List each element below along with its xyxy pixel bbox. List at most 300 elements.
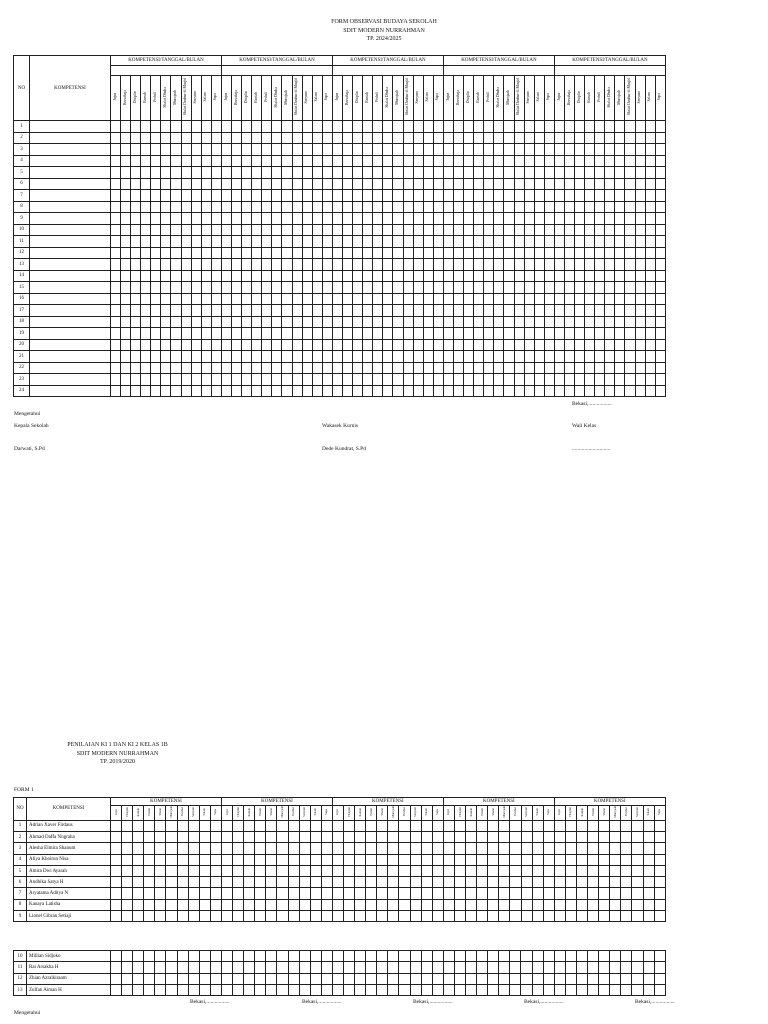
score-cell[interactable] [188,820,199,831]
score-cell[interactable] [332,865,343,876]
score-cell[interactable] [605,178,615,190]
score-cell[interactable] [383,259,393,271]
score-cell[interactable] [373,213,383,225]
score-cell[interactable] [302,282,312,294]
score-cell[interactable] [332,351,342,363]
score-cell[interactable] [565,282,575,294]
score-cell[interactable] [221,201,231,213]
score-cell[interactable] [233,962,244,973]
score-cell[interactable] [477,984,488,995]
score-cell[interactable] [310,877,321,888]
score-cell[interactable] [534,213,544,225]
score-cell[interactable] [344,854,355,865]
score-cell[interactable] [155,843,166,854]
score-cell[interactable] [575,144,585,156]
score-cell[interactable] [181,247,191,259]
score-cell[interactable] [433,305,443,317]
score-cell[interactable] [221,293,231,305]
score-cell[interactable] [403,190,413,202]
score-cell[interactable] [514,339,524,351]
score-cell[interactable] [131,339,141,351]
score-cell[interactable] [232,362,242,374]
score-cell[interactable] [621,888,632,899]
score-cell[interactable] [393,293,403,305]
score-cell[interactable] [161,167,171,179]
score-cell[interactable] [433,190,443,202]
score-cell[interactable] [242,328,252,340]
score-cell[interactable] [181,316,191,328]
score-cell[interactable] [521,984,532,995]
score-cell[interactable] [366,820,377,831]
score-cell[interactable] [373,305,383,317]
score-cell[interactable] [272,121,282,133]
score-cell[interactable] [210,973,221,984]
score-cell[interactable] [477,962,488,973]
score-cell[interactable] [221,820,232,831]
score-cell[interactable] [504,385,514,397]
score-cell[interactable] [605,167,615,179]
score-cell[interactable] [171,121,181,133]
score-cell[interactable] [133,984,144,995]
score-cell[interactable] [161,339,171,351]
score-cell[interactable] [585,201,595,213]
score-cell[interactable] [585,236,595,248]
score-cell[interactable] [292,247,302,259]
score-cell[interactable] [494,293,504,305]
score-cell[interactable] [632,877,643,888]
score-cell[interactable] [423,362,433,374]
score-cell[interactable] [211,316,221,328]
score-cell[interactable] [141,328,151,340]
score-cell[interactable] [252,385,262,397]
score-cell[interactable] [166,865,177,876]
score-cell[interactable] [133,899,144,910]
score-cell[interactable] [355,951,366,962]
score-cell[interactable] [221,984,232,995]
score-cell[interactable] [282,178,292,190]
score-cell[interactable] [171,247,181,259]
score-cell[interactable] [161,144,171,156]
score-cell[interactable] [255,888,266,899]
score-cell[interactable] [144,820,155,831]
score-cell[interactable] [302,259,312,271]
score-cell[interactable] [111,831,122,842]
score-cell[interactable] [484,316,494,328]
score-cell[interactable] [141,293,151,305]
score-cell[interactable] [464,190,474,202]
score-cell[interactable] [499,854,510,865]
score-cell[interactable] [484,247,494,259]
score-cell[interactable] [122,973,133,984]
score-cell[interactable] [191,305,201,317]
score-cell[interactable] [494,132,504,144]
score-cell[interactable] [111,984,122,995]
score-cell[interactable] [576,962,587,973]
score-cell[interactable] [121,121,131,133]
score-cell[interactable] [393,259,403,271]
score-cell[interactable] [403,155,413,167]
score-cell[interactable] [454,259,464,271]
score-cell[interactable] [554,984,565,995]
score-cell[interactable] [332,178,342,190]
score-cell[interactable] [302,270,312,282]
score-cell[interactable] [645,339,655,351]
score-cell[interactable] [282,385,292,397]
score-cell[interactable] [464,259,474,271]
score-cell[interactable] [299,865,310,876]
score-cell[interactable] [141,167,151,179]
score-cell[interactable] [403,201,413,213]
score-cell[interactable] [321,854,332,865]
score-cell[interactable] [643,820,654,831]
score-cell[interactable] [575,339,585,351]
score-cell[interactable] [410,888,421,899]
competency-cell[interactable] [30,144,111,156]
score-cell[interactable] [201,305,211,317]
score-cell[interactable] [272,328,282,340]
score-cell[interactable] [344,899,355,910]
score-cell[interactable] [575,213,585,225]
score-cell[interactable] [484,224,494,236]
score-cell[interactable] [605,328,615,340]
score-cell[interactable] [211,339,221,351]
score-cell[interactable] [595,351,605,363]
score-cell[interactable] [577,843,588,854]
score-cell[interactable] [484,144,494,156]
score-cell[interactable] [534,293,544,305]
score-cell[interactable] [322,374,332,386]
score-cell[interactable] [588,877,599,888]
score-cell[interactable] [288,951,299,962]
score-cell[interactable] [433,247,443,259]
score-cell[interactable] [255,865,266,876]
score-cell[interactable] [244,973,255,984]
score-cell[interactable] [510,962,521,973]
score-cell[interactable] [252,236,262,248]
score-cell[interactable] [272,316,282,328]
score-cell[interactable] [454,843,465,854]
score-cell[interactable] [393,247,403,259]
score-cell[interactable] [565,213,575,225]
score-cell[interactable] [232,316,242,328]
score-cell[interactable] [433,259,443,271]
score-cell[interactable] [410,984,421,995]
score-cell[interactable] [232,339,242,351]
score-cell[interactable] [373,190,383,202]
score-cell[interactable] [343,247,353,259]
score-cell[interactable] [510,854,521,865]
score-cell[interactable] [191,190,201,202]
score-cell[interactable] [488,831,499,842]
score-cell[interactable] [363,247,373,259]
score-cell[interactable] [161,328,171,340]
score-cell[interactable] [122,820,133,831]
score-cell[interactable] [524,259,534,271]
score-cell[interactable] [211,236,221,248]
score-cell[interactable] [585,178,595,190]
score-cell[interactable] [645,362,655,374]
score-cell[interactable] [201,190,211,202]
score-cell[interactable] [221,155,231,167]
score-cell[interactable] [373,201,383,213]
score-cell[interactable] [534,190,544,202]
score-cell[interactable] [383,190,393,202]
score-cell[interactable] [151,270,161,282]
score-cell[interactable] [645,155,655,167]
score-cell[interactable] [363,236,373,248]
score-cell[interactable] [443,854,454,865]
score-cell[interactable] [565,270,575,282]
score-cell[interactable] [532,951,543,962]
score-cell[interactable] [443,962,454,973]
score-cell[interactable] [377,984,388,995]
score-cell[interactable] [625,328,635,340]
score-cell[interactable] [499,951,510,962]
score-cell[interactable] [534,144,544,156]
score-cell[interactable] [585,316,595,328]
score-cell[interactable] [423,328,433,340]
score-cell[interactable] [321,984,332,995]
score-cell[interactable] [272,190,282,202]
score-cell[interactable] [635,259,645,271]
score-cell[interactable] [514,293,524,305]
score-cell[interactable] [221,973,232,984]
score-cell[interactable] [373,247,383,259]
score-cell[interactable] [210,951,221,962]
score-cell[interactable] [504,144,514,156]
score-cell[interactable] [188,962,199,973]
score-cell[interactable] [565,259,575,271]
score-cell[interactable] [242,201,252,213]
score-cell[interactable] [575,259,585,271]
score-cell[interactable] [177,899,188,910]
score-cell[interactable] [605,201,615,213]
score-cell[interactable] [565,328,575,340]
score-cell[interactable] [282,236,292,248]
score-cell[interactable] [484,385,494,397]
score-cell[interactable] [161,293,171,305]
score-cell[interactable] [299,911,310,922]
score-cell[interactable] [363,293,373,305]
score-cell[interactable] [393,213,403,225]
score-cell[interactable] [373,385,383,397]
score-cell[interactable] [443,305,453,317]
score-cell[interactable] [151,224,161,236]
score-cell[interactable] [282,316,292,328]
score-cell[interactable] [635,178,645,190]
score-cell[interactable] [232,328,242,340]
score-cell[interactable] [565,293,575,305]
score-cell[interactable] [141,259,151,271]
score-cell[interactable] [255,962,266,973]
score-cell[interactable] [605,190,615,202]
score-cell[interactable] [454,962,465,973]
score-cell[interactable] [221,374,231,386]
score-cell[interactable] [355,984,366,995]
score-cell[interactable] [635,247,645,259]
score-cell[interactable] [332,259,342,271]
score-cell[interactable] [645,201,655,213]
score-cell[interactable] [615,259,625,271]
score-cell[interactable] [363,167,373,179]
score-cell[interactable] [211,282,221,294]
score-cell[interactable] [565,362,575,374]
score-cell[interactable] [343,213,353,225]
score-cell[interactable] [177,888,188,899]
score-cell[interactable] [565,339,575,351]
score-cell[interactable] [252,190,262,202]
score-cell[interactable] [161,282,171,294]
score-cell[interactable] [201,282,211,294]
score-cell[interactable] [262,247,272,259]
score-cell[interactable] [383,339,393,351]
score-cell[interactable] [488,843,499,854]
score-cell[interactable] [177,962,188,973]
score-cell[interactable] [421,899,432,910]
score-cell[interactable] [252,178,262,190]
score-cell[interactable] [554,270,564,282]
score-cell[interactable] [242,305,252,317]
score-cell[interactable] [252,362,262,374]
score-cell[interactable] [388,973,399,984]
score-cell[interactable] [211,259,221,271]
score-cell[interactable] [477,911,488,922]
score-cell[interactable] [532,820,543,831]
score-cell[interactable] [262,155,272,167]
score-cell[interactable] [302,247,312,259]
score-cell[interactable] [377,854,388,865]
score-cell[interactable] [210,888,221,899]
score-cell[interactable] [454,293,464,305]
score-cell[interactable] [477,831,488,842]
score-cell[interactable] [191,132,201,144]
score-cell[interactable] [504,247,514,259]
score-cell[interactable] [466,854,477,865]
score-cell[interactable] [565,843,576,854]
score-cell[interactable] [454,132,464,144]
score-cell[interactable] [221,247,231,259]
score-cell[interactable] [321,820,332,831]
score-cell[interactable] [454,362,464,374]
score-cell[interactable] [464,385,474,397]
score-cell[interactable] [171,305,181,317]
score-cell[interactable] [585,374,595,386]
score-cell[interactable] [282,328,292,340]
score-cell[interactable] [262,121,272,133]
score-cell[interactable] [332,973,343,984]
score-cell[interactable] [432,865,443,876]
score-cell[interactable] [355,877,366,888]
score-cell[interactable] [585,339,595,351]
score-cell[interactable] [615,121,625,133]
score-cell[interactable] [181,190,191,202]
score-cell[interactable] [388,962,399,973]
score-cell[interactable] [131,144,141,156]
score-cell[interactable] [625,121,635,133]
score-cell[interactable] [252,155,262,167]
score-cell[interactable] [466,843,477,854]
competency-cell[interactable] [30,132,111,144]
score-cell[interactable] [595,167,605,179]
score-cell[interactable] [410,973,421,984]
score-cell[interactable] [484,374,494,386]
score-cell[interactable] [577,911,588,922]
score-cell[interactable] [255,899,266,910]
score-cell[interactable] [605,236,615,248]
score-cell[interactable] [635,293,645,305]
score-cell[interactable] [514,305,524,317]
score-cell[interactable] [454,316,464,328]
score-cell[interactable] [242,293,252,305]
score-cell[interactable] [282,144,292,156]
score-cell[interactable] [474,385,484,397]
score-cell[interactable] [655,270,665,282]
score-cell[interactable] [577,865,588,876]
score-cell[interactable] [321,888,332,899]
score-cell[interactable] [151,328,161,340]
score-cell[interactable] [332,282,342,294]
score-cell[interactable] [454,911,465,922]
score-cell[interactable] [524,374,534,386]
score-cell[interactable] [188,911,199,922]
score-cell[interactable] [499,877,510,888]
score-cell[interactable] [621,865,632,876]
score-cell[interactable] [625,201,635,213]
score-cell[interactable] [534,351,544,363]
score-cell[interactable] [393,201,403,213]
score-cell[interactable] [514,270,524,282]
score-cell[interactable] [377,843,388,854]
score-cell[interactable] [554,121,564,133]
score-cell[interactable] [166,831,177,842]
score-cell[interactable] [343,167,353,179]
score-cell[interactable] [363,144,373,156]
score-cell[interactable] [403,385,413,397]
score-cell[interactable] [312,201,322,213]
score-cell[interactable] [534,259,544,271]
score-cell[interactable] [277,888,288,899]
score-cell[interactable] [151,339,161,351]
score-cell[interactable] [191,144,201,156]
score-cell[interactable] [565,144,575,156]
score-cell[interactable] [484,351,494,363]
score-cell[interactable] [111,121,121,133]
score-cell[interactable] [262,316,272,328]
score-cell[interactable] [543,888,554,899]
score-cell[interactable] [565,385,575,397]
score-cell[interactable] [111,385,121,397]
score-cell[interactable] [625,316,635,328]
score-cell[interactable] [232,385,242,397]
score-cell[interactable] [504,190,514,202]
score-cell[interactable] [242,247,252,259]
score-cell[interactable] [383,144,393,156]
score-cell[interactable] [625,213,635,225]
score-cell[interactable] [588,899,599,910]
score-cell[interactable] [466,865,477,876]
score-cell[interactable] [373,144,383,156]
score-cell[interactable] [302,316,312,328]
score-cell[interactable] [366,888,377,899]
score-cell[interactable] [232,270,242,282]
score-cell[interactable] [191,270,201,282]
score-cell[interactable] [534,362,544,374]
score-cell[interactable] [292,190,302,202]
score-cell[interactable] [635,132,645,144]
score-cell[interactable] [454,899,465,910]
score-cell[interactable] [595,328,605,340]
score-cell[interactable] [403,236,413,248]
